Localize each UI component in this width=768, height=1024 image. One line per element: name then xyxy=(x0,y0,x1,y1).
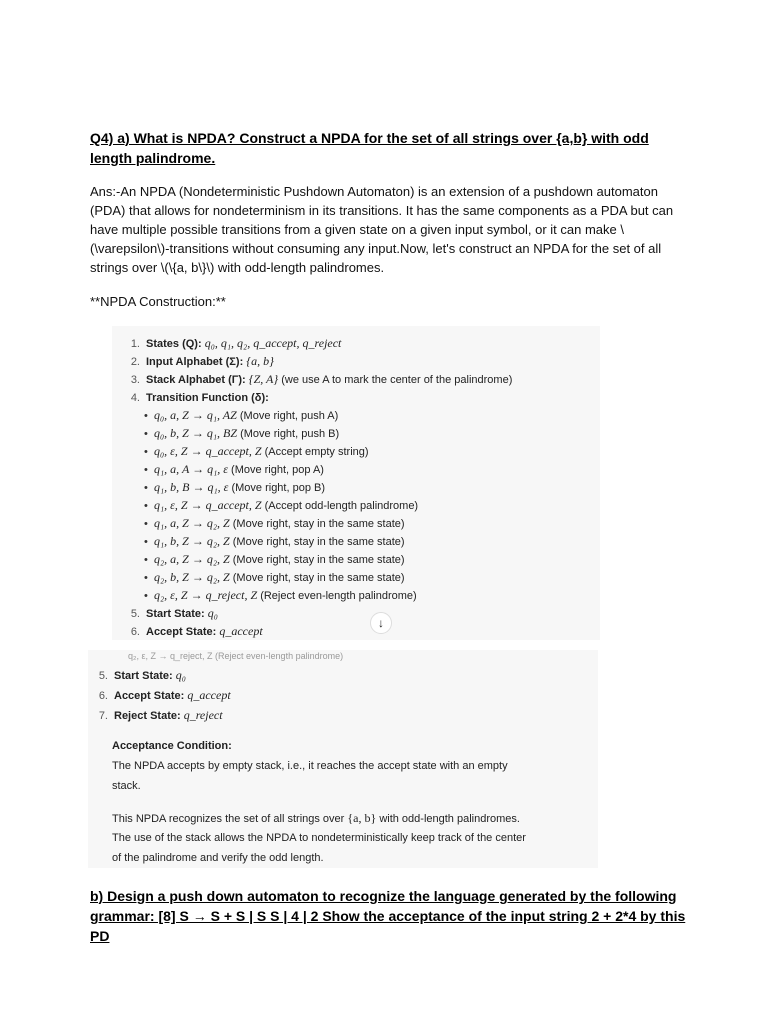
transition-item xyxy=(144,426,339,441)
transition-note: (Accept empty string) xyxy=(264,446,369,458)
question-4a-heading: Q4) a) What is NPDA? Construct a NPDA for the set of all strings over {a,b} with odd length palindrome. xyxy=(90,130,649,166)
transition-note: (Move right, stay in the same state) xyxy=(232,554,405,566)
item-value: {a, b} xyxy=(246,354,274,368)
scroll-down-arrow-icon[interactable]: ↓ xyxy=(370,612,392,634)
item-label: States (Q): xyxy=(146,338,202,350)
item-label: Start State: xyxy=(114,670,173,682)
transition-note: (Move right, push B) xyxy=(240,428,340,440)
transition-note: (Move right, pop A) xyxy=(231,464,324,476)
acceptance-condition-line2: stack. xyxy=(112,780,141,792)
item-note: (we use A to mark the center of the palindrome) xyxy=(281,374,513,386)
item-value: q_accept xyxy=(187,688,231,702)
transition-note: (Move right, stay in the same state) xyxy=(232,572,405,584)
item-value: q₀ xyxy=(207,606,218,620)
acceptance-condition-line1: The NPDA accepts by empty stack, i.e., it reaches the accept state with an empty xyxy=(112,760,508,772)
list-item xyxy=(122,336,341,351)
transition-expr: q₁, ε, Z → q_accept, Z xyxy=(154,498,262,512)
transition-note: (Reject even-length palindrome) xyxy=(260,590,417,602)
transition-note: (Move right, stay in the same state) xyxy=(232,536,405,548)
list-item xyxy=(122,372,512,387)
transition-item xyxy=(144,516,405,531)
list-item xyxy=(90,688,231,703)
transition-expr: q₁, a, Z → q₂, Z xyxy=(154,516,230,530)
transition-expr: q₂, a, Z → q₂, Z xyxy=(154,552,230,566)
list-number: 3. xyxy=(130,374,140,386)
transition-note: (Move right, stay in the same state) xyxy=(232,518,405,530)
transition-item xyxy=(144,444,369,459)
transition-item xyxy=(144,462,324,477)
recognition-line1-math: {a, b} xyxy=(347,811,377,825)
transition-expr: q₁, a, A → q₁, ε xyxy=(154,462,228,476)
list-item xyxy=(90,708,223,723)
transition-expr: q₀, b, Z → q₁, BZ xyxy=(154,426,238,440)
list-item xyxy=(122,354,274,369)
recognition-line1-post: with odd-length palindromes. xyxy=(379,813,520,825)
transition-item xyxy=(144,498,418,513)
list-number: 1. xyxy=(130,338,140,350)
recognition-line3: of the palindrome and verify the odd length. xyxy=(112,852,324,864)
list-item xyxy=(90,668,186,683)
item-value: q_reject xyxy=(183,708,223,722)
transition-item xyxy=(144,588,417,603)
recognition-line1 xyxy=(112,810,520,827)
question-4b-heading: b) Design a push down automaton to recognize the language generated by the following grammar: [8] S → S + S | S S | 4 | 2 Show the acceptance of the input string 2 + 2*4 by this PD xyxy=(90,888,686,944)
list-number: 5. xyxy=(130,608,140,620)
list-item xyxy=(122,624,263,639)
item-value: q_accept xyxy=(219,624,263,638)
transition-item xyxy=(144,534,405,549)
transition-item xyxy=(144,480,325,495)
transition-expr: q₀, a, Z → q₁, AZ xyxy=(154,408,237,422)
acceptance-condition-title: Acceptance Condition: xyxy=(112,740,232,752)
transition-note: (Accept odd-length palindrome) xyxy=(264,500,419,512)
recognition-line2: The use of the stack allows the NPDA to nondeterministically keep track of the center xyxy=(112,832,526,844)
item-value: q₀, q₁, q₂, q_accept, q_reject xyxy=(204,336,342,350)
list-number: 2. xyxy=(130,356,140,368)
transition-expr: q₁, b, Z → q₂, Z xyxy=(154,534,230,548)
item-label: Reject State: xyxy=(114,710,181,722)
list-number: 4. xyxy=(130,392,140,404)
item-label: Input Alphabet (Σ): xyxy=(146,356,244,368)
transition-expr: q₂, ε, Z → q_reject, Z xyxy=(154,588,258,602)
item-label: Accept State: xyxy=(114,690,185,702)
item-label: Transition Function (δ): xyxy=(146,392,269,404)
item-value: {Z, A} xyxy=(248,372,279,386)
transition-note: (Move right, push A) xyxy=(239,410,339,422)
transition-expr: q₀, ε, Z → q_accept, Z xyxy=(154,444,262,458)
transition-item xyxy=(144,570,405,585)
cropped-text-remnant: q₂, ε, Z → q_reject, Z (Reject even-length palindrome) xyxy=(128,651,344,661)
item-label: Stack Alphabet (Γ): xyxy=(146,374,246,386)
item-label: Accept State: xyxy=(146,626,217,638)
item-label: Start State: xyxy=(146,608,205,620)
transition-expr: q₁, b, B → q₁, ε xyxy=(154,480,229,494)
answer-paragraph: Ans:-An NPDA (Nondeterministic Pushdown Automaton) is an extension of a pushdown automaton (PDA) that allows for nondeterminism in its transitions. It has the same components as a PDA but can have multiple possible transitions from a given state on a given input symbol, or it can make \(\varepsilon\)-transitions without consuming any input.Now, let's construct an NPDA for the set of all strings over \(\{a, b\}\) with odd-length palindromes. xyxy=(90,184,674,275)
list-item xyxy=(122,606,218,621)
recognition-line1-pre: This NPDA recognizes the set of all strings over xyxy=(112,813,345,825)
transition-note: (Move right, pop B) xyxy=(231,482,326,494)
list-item xyxy=(122,390,269,405)
list-number: 7. xyxy=(98,710,108,722)
transition-item xyxy=(144,408,338,423)
list-number: 6. xyxy=(98,690,108,702)
transition-item xyxy=(144,552,405,567)
list-number: 6. xyxy=(130,626,140,638)
item-value: q₀ xyxy=(175,668,186,682)
transition-expr: q₂, b, Z → q₂, Z xyxy=(154,570,230,584)
list-number: 5. xyxy=(98,670,108,682)
npda-construction-label: **NPDA Construction:** xyxy=(90,294,226,309)
npda-acceptance-screenshot xyxy=(88,650,598,868)
npda-definition-screenshot xyxy=(112,326,600,640)
